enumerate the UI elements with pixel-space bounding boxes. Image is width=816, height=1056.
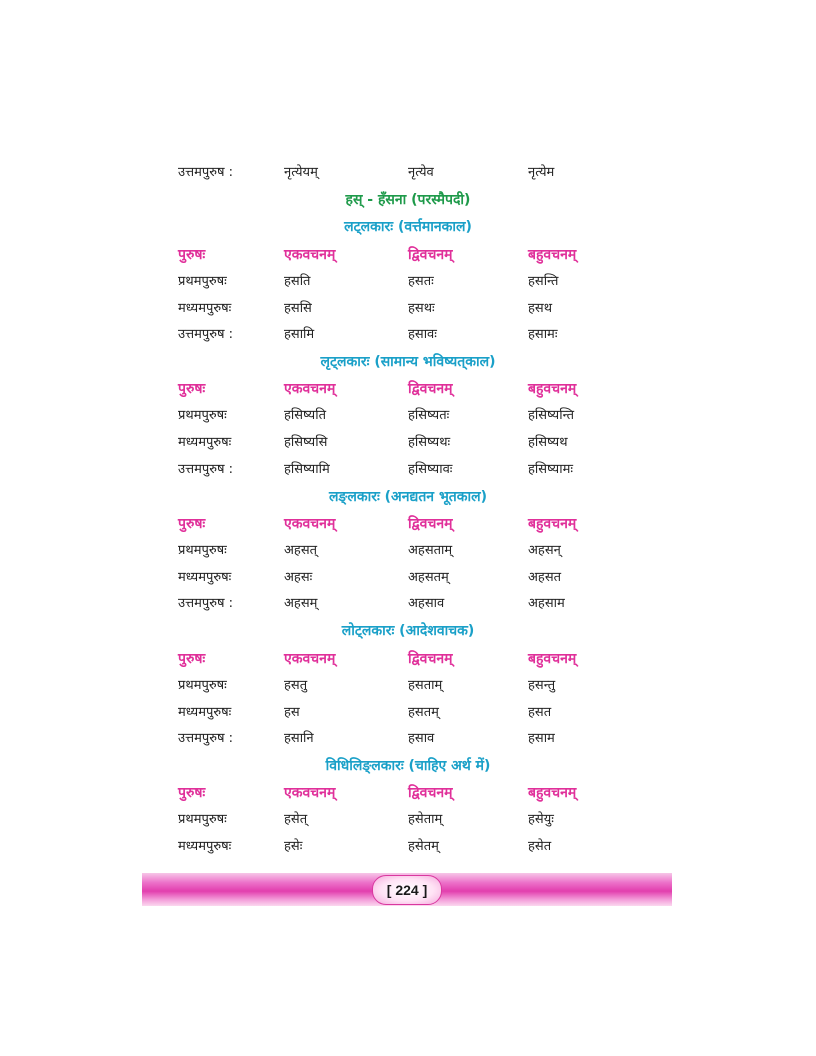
conjugation-row (178, 835, 618, 859)
dual-form: नृत्येव (408, 165, 434, 180)
conjugation-row (178, 431, 618, 455)
conjugation-row (178, 566, 618, 590)
verb-title: हस् - हँसना (परस्मैपदी) (345, 192, 471, 208)
header-singular: एकवचनम् (284, 785, 336, 801)
plural-form: हसामः (528, 327, 558, 342)
header-plural: बहुवचनम् (528, 516, 577, 532)
plural-form: हसिष्यन्ति (528, 408, 574, 423)
table-header (178, 647, 618, 671)
dual-form: हसतम् (408, 705, 439, 720)
section-title: लट्‌लकारः (वर्त्तमानकाल) (344, 219, 472, 235)
plural-form: हसन्तु (528, 678, 556, 693)
person-label: उत्तमपुरुष : (178, 462, 234, 477)
person-label: प्रथमपुरुषः (178, 678, 227, 693)
singular-form: हसेत् (284, 812, 308, 827)
person-label: प्रथमपुरुषः (178, 274, 227, 289)
dual-form: अहसताम् (408, 543, 453, 558)
header-person: पुरुषः (178, 651, 206, 667)
dual-form: हसताम् (408, 678, 443, 693)
singular-form: हस (284, 705, 300, 720)
plural-form: नृत्येम (528, 165, 555, 180)
plural-form: हसिष्यथ (528, 435, 568, 450)
dual-form: हसतः (408, 274, 434, 289)
table-header (178, 781, 618, 805)
singular-form: हसामि (284, 327, 315, 342)
header-singular: एकवचनम् (284, 381, 336, 397)
dual-form: हसिष्यथः (408, 435, 451, 450)
plural-form: अहसत (528, 570, 562, 585)
person-label: प्रथमपुरुषः (178, 812, 227, 827)
header-dual: द्विवचनम् (408, 785, 453, 801)
singular-form: हसिष्यसि (284, 435, 328, 450)
table-header (178, 243, 618, 267)
section-title: लृट्‌लकारः (सामान्य भविष्यत्‌काल) (320, 354, 496, 370)
person-label: प्रथमपुरुषः (178, 408, 227, 423)
header-plural: बहुवचनम् (528, 651, 577, 667)
conjugation-row (178, 323, 618, 347)
header-singular: एकवचनम् (284, 651, 336, 667)
dual-form: अहसाव (408, 596, 445, 611)
plural-form: हसेत (528, 839, 552, 854)
header-person: पुरुषः (178, 247, 206, 263)
header-person: पुरुषः (178, 785, 206, 801)
person-label: मध्यमपुरुषः (178, 570, 232, 585)
singular-form: अहसत् (284, 543, 318, 558)
person-label: उत्तमपुरुष : (178, 327, 234, 342)
header-dual: द्विवचनम् (408, 516, 453, 532)
singular-form: हसति (284, 274, 311, 289)
header-person: पुरुषः (178, 516, 206, 532)
person-label: मध्यमपुरुषः (178, 705, 232, 720)
dual-form: हसिष्यतः (408, 408, 450, 423)
header-dual: द्विवचनम् (408, 381, 453, 397)
conjugation-row (178, 270, 618, 294)
header-person: पुरुषः (178, 381, 206, 397)
plural-form: हसथ (528, 301, 552, 316)
conjugation-row (178, 297, 618, 321)
singular-form: नृत्येयम् (284, 165, 318, 180)
section-title: विधिलिङ्‌लकारः (चाहिए अर्थ में) (325, 758, 491, 774)
table-header (178, 512, 618, 536)
section-title: लोट्‌लकारः (आदेशवाचक) (341, 623, 475, 639)
person-label: उत्तमपुरुष : (178, 731, 234, 746)
plural-form: अहसाम (528, 596, 565, 611)
conjugation-row (178, 539, 618, 563)
header-dual: द्विवचनम् (408, 651, 453, 667)
plural-form: अहसन् (528, 543, 561, 558)
plural-form: हसन्ति (528, 274, 559, 289)
header-plural: बहुवचनम् (528, 381, 577, 397)
singular-form: अहसः (284, 570, 313, 585)
table-header (178, 377, 618, 401)
conjugation-row (178, 674, 618, 698)
header-plural: बहुवचनम् (528, 785, 577, 801)
conjugation-row (178, 701, 618, 725)
dual-form: हसिष्यावः (408, 462, 453, 477)
dual-form: हसेताम् (408, 812, 443, 827)
plural-form: हसाम (528, 731, 555, 746)
dual-form: हसाव (408, 731, 435, 746)
dual-form: अहसतम् (408, 570, 449, 585)
conjugation-row (178, 161, 618, 185)
singular-form: हसिष्यति (284, 408, 326, 423)
singular-form: हसानि (284, 731, 314, 746)
singular-form: अहसम् (284, 596, 318, 611)
page-number: [ 224 ] (372, 875, 442, 905)
header-dual: द्विवचनम् (408, 247, 453, 263)
person-label: मध्यमपुरुषः (178, 839, 232, 854)
header-singular: एकवचनम् (284, 516, 336, 532)
person-label: उत्तमपुरुष : (178, 165, 234, 180)
conjugation-row (178, 808, 618, 832)
person-label: प्रथमपुरुषः (178, 543, 227, 558)
singular-form: हसिष्यामि (284, 462, 330, 477)
dual-form: हसेतम् (408, 839, 439, 854)
plural-form: हसत (528, 705, 552, 720)
person-label: मध्यमपुरुषः (178, 435, 232, 450)
dual-form: हसावः (408, 327, 437, 342)
header-singular: एकवचनम् (284, 247, 336, 263)
conjugation-row (178, 592, 618, 616)
singular-form: हससि (284, 301, 312, 316)
conjugation-row (178, 727, 618, 751)
header-plural: बहुवचनम् (528, 247, 577, 263)
person-label: उत्तमपुरुष : (178, 596, 234, 611)
person-label: मध्यमपुरुषः (178, 301, 232, 316)
section-title: लङ्‌लकारः (अनद्यतन भूतकाल) (328, 489, 488, 505)
singular-form: हसतु (284, 678, 308, 693)
conjugation-row (178, 458, 618, 482)
conjugation-row (178, 404, 618, 428)
plural-form: हसिष्यामः (528, 462, 573, 477)
dual-form: हसथः (408, 301, 435, 316)
plural-form: हसेयुः (528, 812, 554, 827)
singular-form: हसेः (284, 839, 303, 854)
